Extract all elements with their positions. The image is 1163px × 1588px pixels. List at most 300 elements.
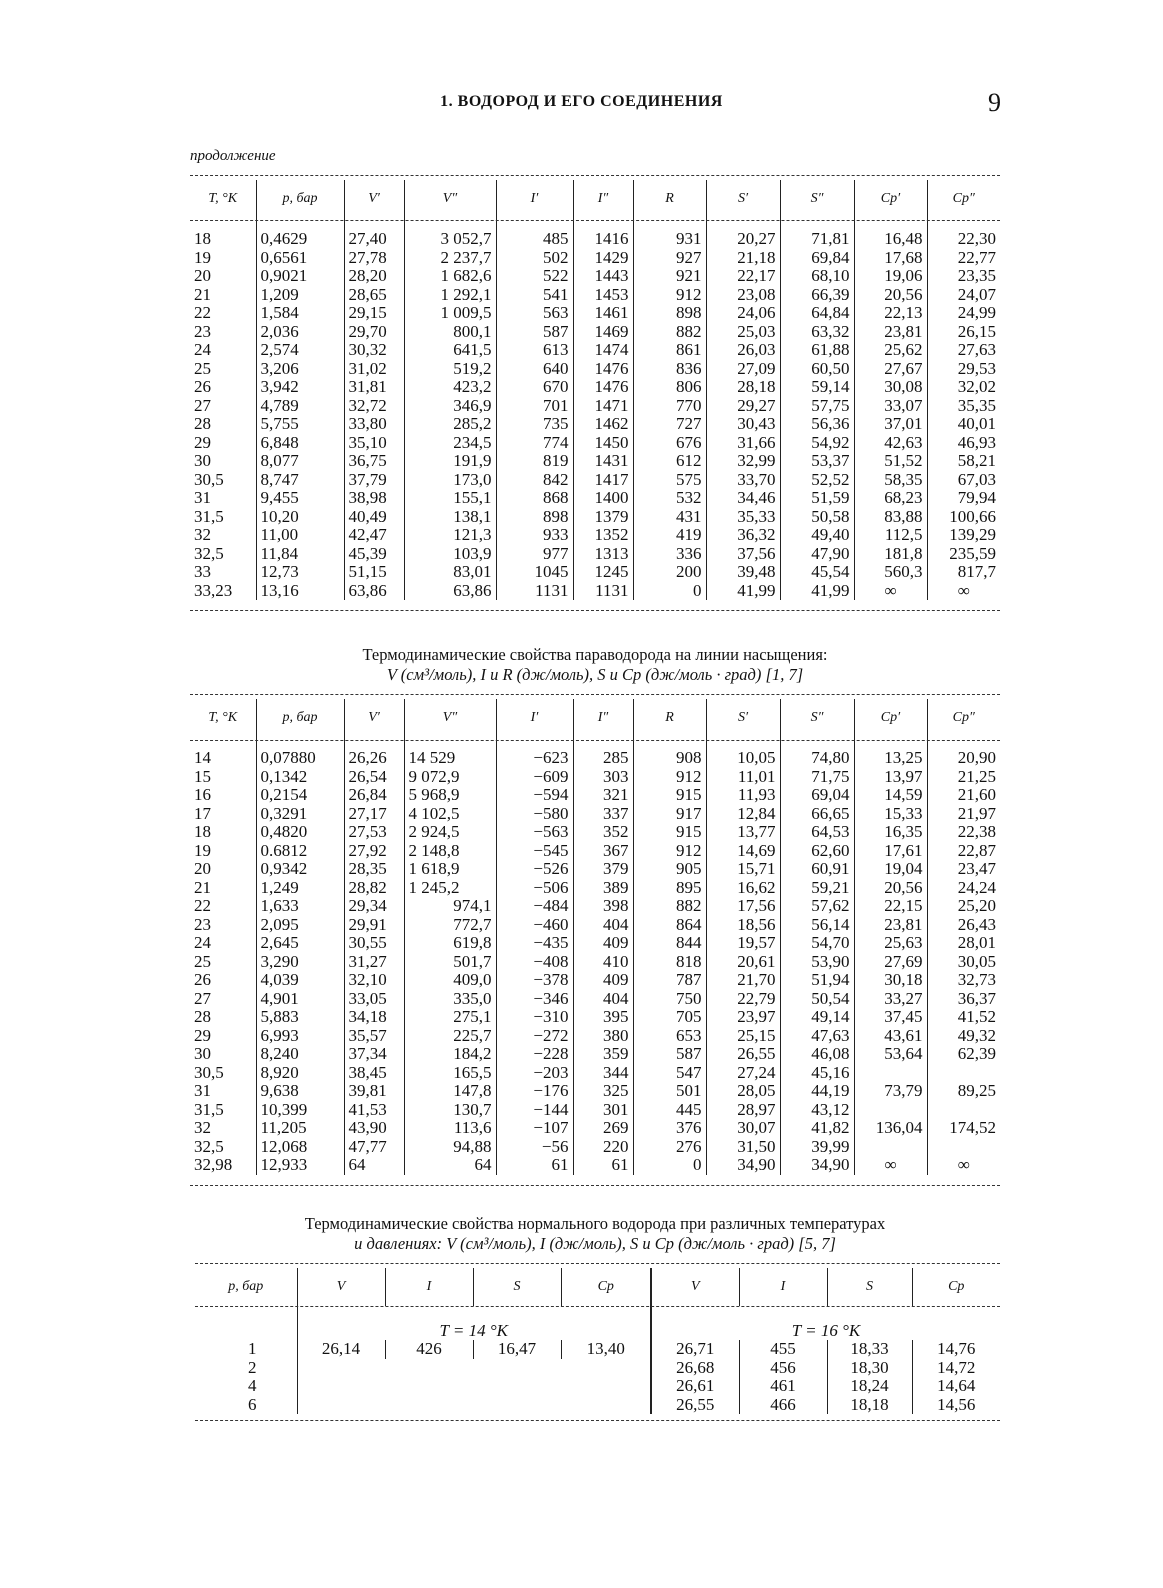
table-cell: 6,848 [256, 434, 344, 453]
table-cell: 2 [248, 1357, 257, 1377]
table-row [190, 378, 1000, 397]
table-cell: 30,55 [344, 934, 404, 953]
table-cell [854, 1101, 927, 1120]
table-cell: 404 [573, 916, 633, 935]
table-cell: 41,52 [927, 1008, 1000, 1027]
table-cell: 917 [633, 805, 706, 824]
table-cell: 431 [633, 508, 706, 527]
table-cell: ∞ [927, 582, 1000, 601]
table-cell: 35,35 [927, 397, 1000, 416]
table-cell: 50,54 [780, 990, 854, 1009]
table-cell: 47,63 [780, 1027, 854, 1046]
table-cell: 908 [633, 749, 706, 768]
table3-top-rule [195, 1263, 1000, 1264]
table-cell: 898 [496, 508, 573, 527]
table2-col-header: p, бар [256, 699, 344, 737]
table-cell: 28,01 [927, 934, 1000, 953]
table-cell: 49,32 [927, 1027, 1000, 1046]
table-cell: 136,04 [854, 1119, 927, 1138]
table-row [190, 360, 1000, 379]
table-cell: 16,48 [854, 230, 927, 249]
table-cell: 71,81 [780, 230, 854, 249]
table-row [190, 805, 1000, 824]
table-cell: 67,03 [927, 471, 1000, 490]
table-cell: 25 [194, 951, 211, 971]
table-cell: 560,3 [854, 563, 927, 582]
table2-title-line2: V (см³/моль), I и R (дж/моль), S и Cp (дж/моль · град) [1, 7] [386, 665, 804, 684]
table2-body [190, 737, 1000, 1175]
table-cell: 51,52 [854, 452, 927, 471]
table-cell: 0,07880 [256, 749, 344, 768]
table-cell: 5,883 [256, 1008, 344, 1027]
table-cell: 33,07 [854, 397, 927, 416]
table-cell: 22 [194, 896, 211, 915]
table-cell: 1453 [573, 286, 633, 305]
table-cell: 359 [573, 1045, 633, 1064]
table-cell: 31 [194, 1081, 211, 1100]
table-cell: ∞ [854, 582, 927, 601]
table-cell: 42,63 [854, 434, 927, 453]
table-cell: 23,81 [854, 916, 927, 935]
table-row [190, 304, 1000, 323]
table-cell: 41,82 [780, 1119, 854, 1138]
table-cell: 532 [633, 489, 706, 508]
table-cell: 15,33 [854, 805, 927, 824]
table-cell: 33 [194, 562, 211, 581]
table-cell: 898 [633, 304, 706, 323]
table2-col-header: V″ [404, 699, 496, 737]
table-cell: −272 [496, 1027, 573, 1046]
table-cell: 30 [194, 1044, 211, 1063]
table2-header-row [190, 699, 1000, 737]
table-cell: 701 [496, 397, 573, 416]
table-row [190, 415, 1000, 434]
table-cell: 39,99 [780, 1138, 854, 1157]
table-cell: 931 [633, 230, 706, 249]
table-row [190, 249, 1000, 268]
table-cell: 58,35 [854, 471, 927, 490]
table-cell: 49,40 [780, 526, 854, 545]
table-cell: 28,97 [706, 1101, 780, 1120]
table3-header-rule [195, 1306, 1000, 1307]
table-cell: −346 [496, 990, 573, 1009]
table-cell: 15 [194, 766, 211, 786]
table-cell: 32 [194, 525, 211, 544]
table-cell: 11,01 [706, 768, 780, 787]
table-cell: 1131 [573, 582, 633, 601]
table-cell: 1431 [573, 452, 633, 471]
table-row [195, 1359, 1000, 1378]
table-cell: 33,70 [706, 471, 780, 490]
table-cell: 191,9 [404, 452, 496, 471]
table-cell: 0,4629 [256, 230, 344, 249]
table-row [195, 1396, 1000, 1415]
table-cell: 28 [194, 1007, 211, 1026]
table-row [190, 508, 1000, 527]
table3-col-header: p, бар [228, 1278, 264, 1294]
table-cell: 1 618,9 [404, 860, 496, 879]
table-cell: 51,15 [344, 563, 404, 582]
table-cell: 25 [194, 358, 211, 378]
table-cell: −506 [496, 879, 573, 898]
table-cell: 335,0 [404, 990, 496, 1009]
table-cell: −563 [496, 823, 573, 842]
table2-col-header: T, °K [208, 709, 238, 725]
table-cell: 32,02 [927, 378, 1000, 397]
table-cell: 33,23 [194, 580, 233, 600]
table-cell: 41,53 [344, 1101, 404, 1120]
table-cell: 921 [633, 267, 706, 286]
table-cell: 1,584 [256, 304, 344, 323]
table-row [190, 471, 1000, 490]
table-cell: 1474 [573, 341, 633, 360]
table-cell: 23,81 [854, 323, 927, 342]
table-cell: 501 [633, 1082, 706, 1101]
table-cell: 14 529 [404, 749, 496, 768]
table-row [190, 879, 1000, 898]
group-label-14: T = 14 °K [297, 1306, 651, 1340]
table-cell: 26,55 [651, 1396, 739, 1415]
table-cell: 3,206 [256, 360, 344, 379]
table-cell: ∞ [927, 1156, 1000, 1175]
table-cell: 321 [573, 786, 633, 805]
table-cell: 60,50 [780, 360, 854, 379]
table-cell: 37,34 [344, 1045, 404, 1064]
table-cell: −594 [496, 786, 573, 805]
table-cell: −378 [496, 971, 573, 990]
table-cell: 17,56 [706, 897, 780, 916]
table-cell: 46,93 [927, 434, 1000, 453]
table-cell: −460 [496, 916, 573, 935]
table2-col-header: R [633, 699, 706, 737]
table-row [190, 1045, 1000, 1064]
table-cell: 806 [633, 378, 706, 397]
table-cell: 32,10 [344, 971, 404, 990]
table-cell: 575 [633, 471, 706, 490]
table-cell [473, 1396, 561, 1415]
table3-group-row [195, 1306, 1000, 1340]
table-cell: 53,64 [854, 1045, 927, 1064]
table-cell: 522 [496, 267, 573, 286]
table-cell: 587 [633, 1045, 706, 1064]
table-cell: 541 [496, 286, 573, 305]
table-cell: 22,15 [854, 897, 927, 916]
table-cell: −580 [496, 805, 573, 824]
table-cell: 912 [633, 768, 706, 787]
table-cell: 868 [496, 489, 573, 508]
table-cell: 130,7 [404, 1101, 496, 1120]
table-cell: 27,92 [344, 842, 404, 861]
table-cell: 57,75 [780, 397, 854, 416]
table-cell: 34,90 [706, 1156, 780, 1175]
table-cell: 817,7 [927, 563, 1000, 582]
table-cell: 18,56 [706, 916, 780, 935]
table-cell: 18 [194, 822, 211, 841]
table-cell: 25,63 [854, 934, 927, 953]
table-cell: 31,81 [344, 378, 404, 397]
table-cell: 915 [633, 786, 706, 805]
table-cell: 59,21 [780, 879, 854, 898]
table-row [190, 563, 1000, 582]
table-cell: 912 [633, 842, 706, 861]
table-cell: −526 [496, 860, 573, 879]
table-cell: 29,27 [706, 397, 780, 416]
table2-col-header: S′ [706, 699, 780, 737]
table-cell: 705 [633, 1008, 706, 1027]
table-cell [927, 1064, 1000, 1083]
table-cell: 34,46 [706, 489, 780, 508]
table-cell: 49,14 [780, 1008, 854, 1027]
table-row [190, 990, 1000, 1009]
table-cell: 26,54 [344, 768, 404, 787]
table-cell: 24 [194, 933, 211, 952]
table-cell: 20,27 [706, 230, 780, 249]
table1-col-header: Cp″ [927, 180, 1000, 218]
table-cell: ∞ [854, 1156, 927, 1175]
table-cell: 37,01 [854, 415, 927, 434]
table-row [195, 1340, 1000, 1359]
table-cell: 22,87 [927, 842, 1000, 861]
table-cell: 5,755 [256, 415, 344, 434]
table-cell: 45,16 [780, 1064, 854, 1083]
table-cell: 1 [248, 1339, 257, 1358]
table-cell: 34,18 [344, 1008, 404, 1027]
table-cell [927, 1101, 1000, 1120]
table-cell: 9 072,9 [404, 768, 496, 787]
table-cell: 10,05 [706, 749, 780, 768]
table-cell: 376 [633, 1119, 706, 1138]
table-cell: 36,37 [927, 990, 1000, 1009]
table-cell: 64 [404, 1156, 496, 1175]
table-cell: −310 [496, 1008, 573, 1027]
table-cell: 42,47 [344, 526, 404, 545]
table-cell: 14,64 [912, 1377, 1000, 1396]
table-cell: 22,17 [706, 267, 780, 286]
table-cell: 40,49 [344, 508, 404, 527]
table-cell: 426 [385, 1340, 473, 1359]
table1-body [190, 218, 1000, 600]
table-cell: 138,1 [404, 508, 496, 527]
table-row [190, 489, 1000, 508]
table-cell: 56,14 [780, 916, 854, 935]
table-cell: 32,5 [194, 1136, 224, 1156]
table-cell [297, 1396, 385, 1415]
table-cell: 32,99 [706, 452, 780, 471]
table1 [190, 180, 1000, 600]
table-cell: 32,5 [194, 543, 224, 563]
table-cell: 20,90 [927, 749, 1000, 768]
table-cell: 37,45 [854, 1008, 927, 1027]
table-cell: 21 [194, 877, 211, 897]
table-cell: 13,16 [256, 582, 344, 601]
table-cell: 13,40 [561, 1340, 651, 1359]
table-cell: 4 102,5 [404, 805, 496, 824]
table-row [190, 953, 1000, 972]
table-cell: 27,78 [344, 249, 404, 268]
table-cell: 819 [496, 452, 573, 471]
table-cell: 1131 [496, 582, 573, 601]
table-cell: 30,5 [194, 1062, 224, 1082]
table-cell: 1,209 [256, 286, 344, 305]
table-cell: 27 [194, 988, 211, 1008]
table-cell: 31,5 [194, 506, 224, 526]
table-cell: 56,36 [780, 415, 854, 434]
table-cell: 409 [573, 971, 633, 990]
table-cell: 181,8 [854, 545, 927, 564]
table-cell: 30,43 [706, 415, 780, 434]
table-cell: 14,69 [706, 842, 780, 861]
table-cell: 31,27 [344, 953, 404, 972]
table-cell: 47,90 [780, 545, 854, 564]
table-cell: 0.6812 [256, 842, 344, 861]
table-cell: 29,53 [927, 360, 1000, 379]
table-cell: 0,6561 [256, 249, 344, 268]
table-cell: 22,77 [927, 249, 1000, 268]
table-cell: 1462 [573, 415, 633, 434]
table-row [190, 1119, 1000, 1138]
table-cell: 38,45 [344, 1064, 404, 1083]
table-cell: 927 [633, 249, 706, 268]
table-row [190, 1082, 1000, 1101]
table-cell: 21,18 [706, 249, 780, 268]
table2-title [190, 645, 1000, 685]
table-cell: 787 [633, 971, 706, 990]
table-cell: 1,249 [256, 879, 344, 898]
table-cell: 1471 [573, 397, 633, 416]
table-cell: 727 [633, 415, 706, 434]
table-cell: 16,62 [706, 879, 780, 898]
table-cell: 466 [739, 1396, 827, 1415]
table-cell: 5 968,9 [404, 786, 496, 805]
table-cell: 344 [573, 1064, 633, 1083]
table-cell: 501,7 [404, 953, 496, 972]
table-cell: 94,88 [404, 1138, 496, 1157]
table-cell: 933 [496, 526, 573, 545]
table-cell: 398 [573, 897, 633, 916]
table3-header-row [195, 1268, 1000, 1306]
table-cell: 409 [573, 934, 633, 953]
table-cell: 21,60 [927, 786, 1000, 805]
table-cell: 269 [573, 1119, 633, 1138]
table2-col-header: I′ [496, 699, 573, 737]
table-cell: 17,61 [854, 842, 927, 861]
table-row [190, 323, 1000, 342]
table-cell: 4,901 [256, 990, 344, 1009]
table-cell: 27,24 [706, 1064, 780, 1083]
table-cell: 29,70 [344, 323, 404, 342]
table-cell: 26,43 [927, 916, 1000, 935]
table2-col-header: S″ [780, 699, 854, 737]
table-cell: −435 [496, 934, 573, 953]
table-row [190, 267, 1000, 286]
table-cell: 121,3 [404, 526, 496, 545]
table-row [190, 842, 1000, 861]
table2-col-header: Cp′ [854, 699, 927, 737]
table-cell: 1245 [573, 563, 633, 582]
table-cell: 30,18 [854, 971, 927, 990]
table-cell: 35,57 [344, 1027, 404, 1046]
table-cell: 19 [194, 247, 211, 267]
table-cell: 28 [194, 414, 211, 433]
table-cell: 8,077 [256, 452, 344, 471]
table-cell [473, 1359, 561, 1378]
table-cell: 28,18 [706, 378, 780, 397]
table3-title-line1: Термодинамические свойства нормального водорода при различных температурах [304, 1214, 886, 1233]
table-cell: 40,01 [927, 415, 1000, 434]
table1-col-header: R [633, 180, 706, 218]
table-cell: 32 [194, 1118, 211, 1137]
table-cell: 39,81 [344, 1082, 404, 1101]
table-cell: 73,79 [854, 1082, 927, 1101]
table-cell [561, 1377, 651, 1396]
table-cell: 17 [194, 803, 211, 823]
table-row [190, 823, 1000, 842]
table1-col-header: I″ [573, 180, 633, 218]
table-cell: 395 [573, 1008, 633, 1027]
table-row [190, 971, 1000, 990]
table-cell: 50,58 [780, 508, 854, 527]
table-row [190, 434, 1000, 453]
table-cell: 587 [496, 323, 573, 342]
table-cell: 0,9021 [256, 267, 344, 286]
table-cell: 31 [194, 488, 211, 507]
table-cell: 62,60 [780, 842, 854, 861]
table-cell: 64,84 [780, 304, 854, 323]
table-cell: 25,03 [706, 323, 780, 342]
table-cell: 895 [633, 879, 706, 898]
table-cell: 25,20 [927, 897, 1000, 916]
table-cell: 28,35 [344, 860, 404, 879]
table-cell: 485 [496, 230, 573, 249]
table2-title-line1: Термодинамические свойства параводорода на линии насыщения: [362, 645, 828, 664]
table-cell: 89,25 [927, 1082, 1000, 1101]
table-cell: 64,53 [780, 823, 854, 842]
table-cell: 26 [194, 377, 211, 396]
table-cell: 22 [194, 303, 211, 322]
table-cell: 47,77 [344, 1138, 404, 1157]
table-cell [385, 1396, 473, 1415]
table-row [190, 230, 1000, 249]
table-cell [297, 1377, 385, 1396]
table-cell: 455 [739, 1340, 827, 1359]
table-cell: 1,633 [256, 897, 344, 916]
table-cell: 461 [739, 1377, 827, 1396]
table-cell: 45,54 [780, 563, 854, 582]
table-cell: 63,32 [780, 323, 854, 342]
table-cell: 16,35 [854, 823, 927, 842]
table-cell: 905 [633, 860, 706, 879]
table-cell: 9,638 [256, 1082, 344, 1101]
table-cell: 22,79 [706, 990, 780, 1009]
table-cell: 32,98 [194, 1155, 233, 1174]
table-cell: 336 [633, 545, 706, 564]
table1-col-header: T, °K [208, 190, 238, 206]
table-cell: 456 [739, 1359, 827, 1378]
table-cell: 29,15 [344, 304, 404, 323]
table-cell: 14 [194, 748, 211, 767]
table-cell [297, 1359, 385, 1378]
table-cell: 276 [633, 1138, 706, 1157]
table-cell: 3,290 [256, 953, 344, 972]
table-cell: 285 [573, 749, 633, 768]
table-cell: 31,02 [344, 360, 404, 379]
table-cell: 62,39 [927, 1045, 1000, 1064]
table-row [190, 897, 1000, 916]
table-cell: 19 [194, 840, 211, 860]
table-cell: 18 [194, 229, 211, 248]
table-cell: 33,80 [344, 415, 404, 434]
table-cell: 26,26 [344, 749, 404, 768]
